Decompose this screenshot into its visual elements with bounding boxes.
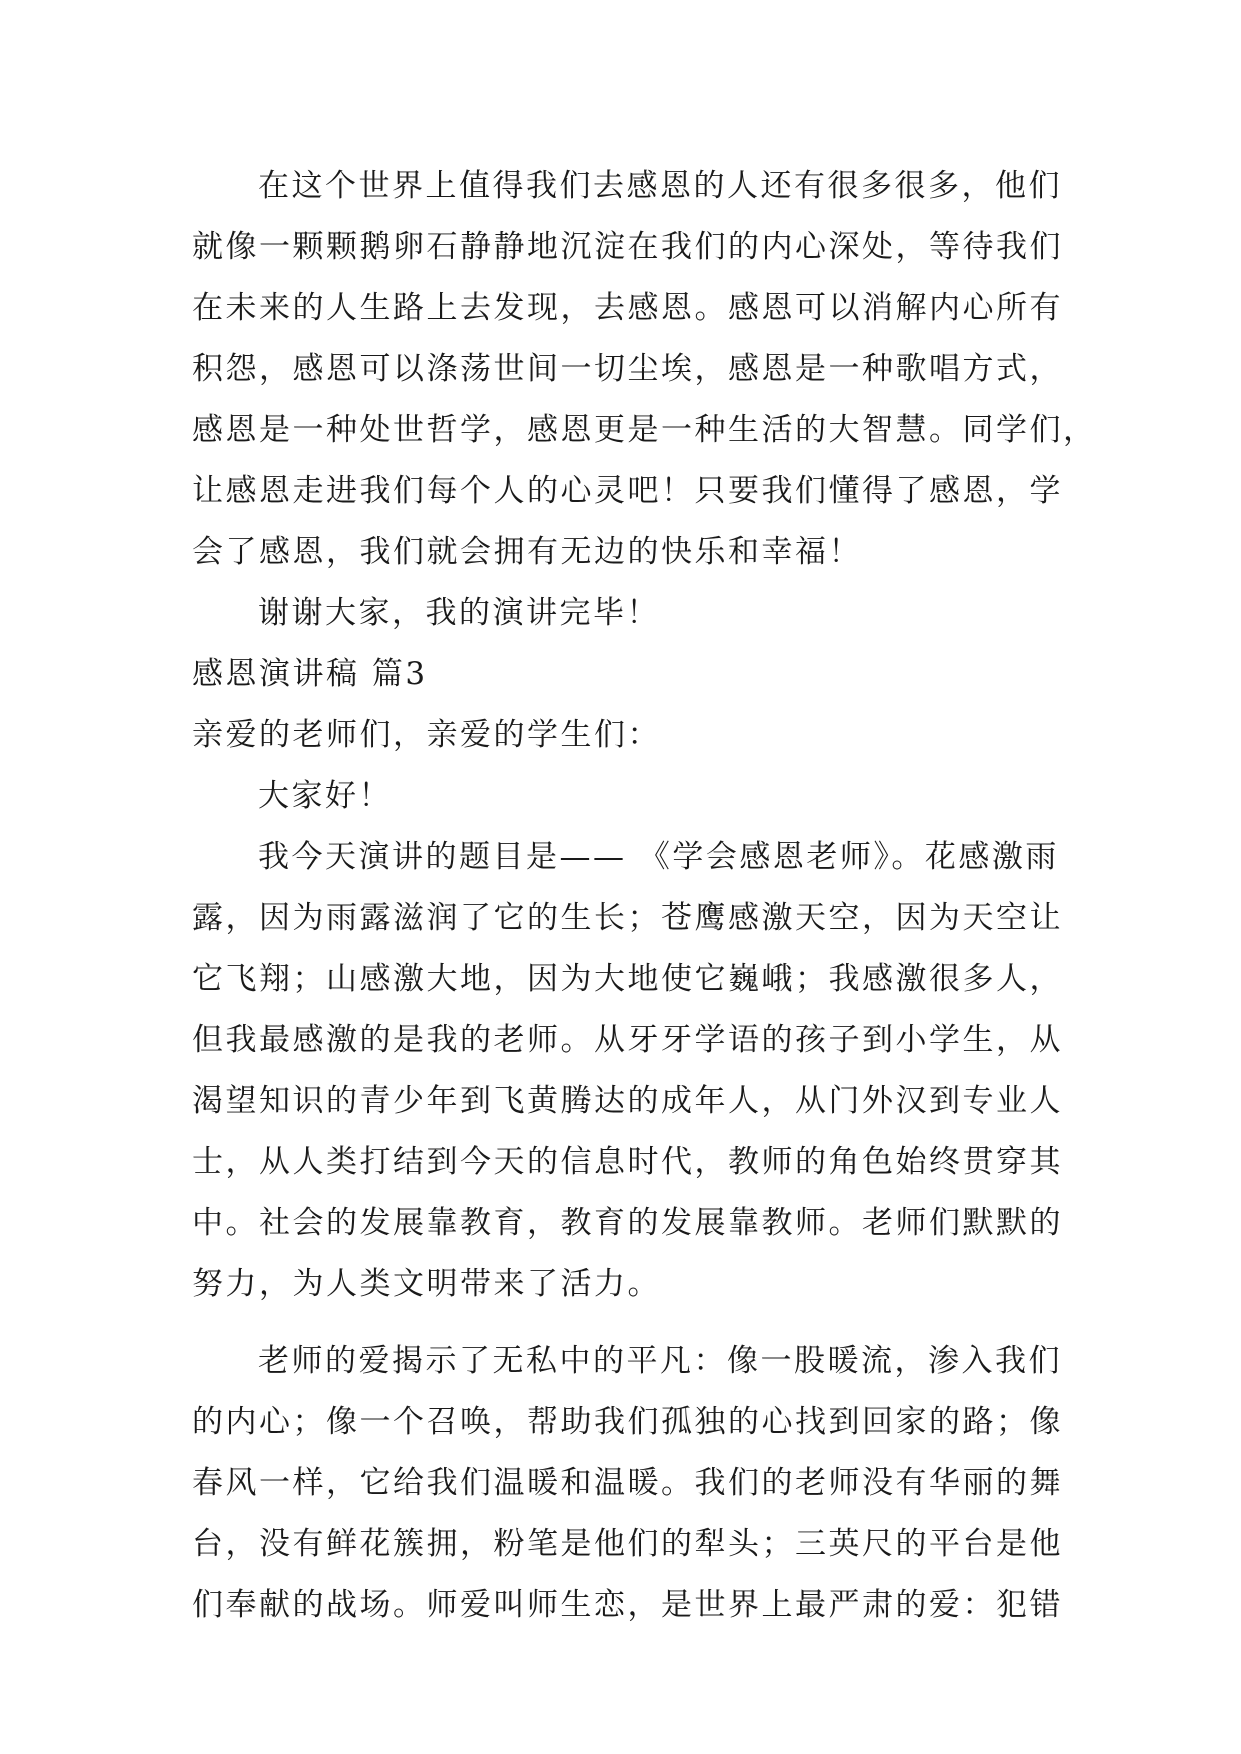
text-line: 努力，为人类文明带来了活力。 bbox=[192, 1266, 661, 1302]
text-line: 春风一样，它给我们温暖和温暖。我们的老师没有华丽的舞 bbox=[192, 1465, 1063, 1501]
text-line: 我今天演讲的题目是—— 《学会感恩老师》。花感激雨 bbox=[258, 839, 1059, 875]
section-title: 感恩演讲稿 篇3 bbox=[192, 656, 428, 692]
text-line: 露，因为雨露滋润了它的生长；苍鹰感激天空，因为天空让 bbox=[192, 900, 1063, 936]
text-line: 让感恩走进我们每个人的心灵吧！只要我们懂得了感恩，学 bbox=[192, 473, 1063, 509]
text-line: 渴望知识的青少年到飞黄腾达的成年人，从门外汉到专业人 bbox=[192, 1083, 1063, 1119]
text-line: 它飞翔；山感激大地，因为大地使它巍峨；我感激很多人， bbox=[192, 961, 1063, 997]
text-line: 在未来的人生路上去发现，去感恩。感恩可以消解内心所有 bbox=[192, 290, 1063, 326]
paragraph-spacer bbox=[192, 1315, 1052, 1331]
text-line: 台，没有鲜花簇拥，粉笔是他们的犁头；三英尺的平台是他 bbox=[192, 1526, 1063, 1562]
text-line: 老师的爱揭示了无私中的平凡：像一股暖流，渗入我们 bbox=[258, 1343, 1062, 1379]
text-line: 感恩是一种处世哲学，感恩更是一种生活的大智慧。同学们， bbox=[192, 412, 1097, 448]
text-line: 士，从人类打结到今天的信息时代，教师的角色始终贯穿其 bbox=[192, 1144, 1063, 1180]
text-line: 在这个世界上值得我们去感恩的人还有很多很多，他们 bbox=[258, 168, 1062, 204]
paragraph-gratitude-conclusion bbox=[192, 156, 1097, 583]
salutation: 亲爱的老师们，亲爱的学生们： bbox=[192, 717, 661, 753]
text-line: 但我最感激的是我的老师。从牙牙学语的孩子到小学生，从 bbox=[192, 1022, 1063, 1058]
paragraph-teacher-love bbox=[192, 1331, 1063, 1636]
greeting: 大家好！ bbox=[258, 778, 392, 814]
text-line: 们奉献的战场。师爱叫师生恋，是世界上最严肃的爱：犯错 bbox=[192, 1587, 1063, 1623]
closing-line: 谢谢大家，我的演讲完毕！ bbox=[258, 595, 660, 631]
text-line: 的内心；像一个召唤，帮助我们孤独的心找到回家的路；像 bbox=[192, 1404, 1063, 1440]
text-line: 积怨，感恩可以涤荡世间一切尘埃，感恩是一种歌唱方式， bbox=[192, 351, 1063, 387]
text-line: 中。社会的发展靠教育，教育的发展靠教师。老师们默默的 bbox=[192, 1205, 1063, 1241]
document-body bbox=[192, 156, 1097, 1636]
text-line: 会了感恩，我们就会拥有无边的快乐和幸福！ bbox=[192, 534, 862, 570]
text-line: 就像一颗颗鹅卵石静静地沉淀在我们的内心深处，等待我们 bbox=[192, 229, 1063, 265]
paragraph-speech-topic bbox=[192, 827, 1063, 1315]
